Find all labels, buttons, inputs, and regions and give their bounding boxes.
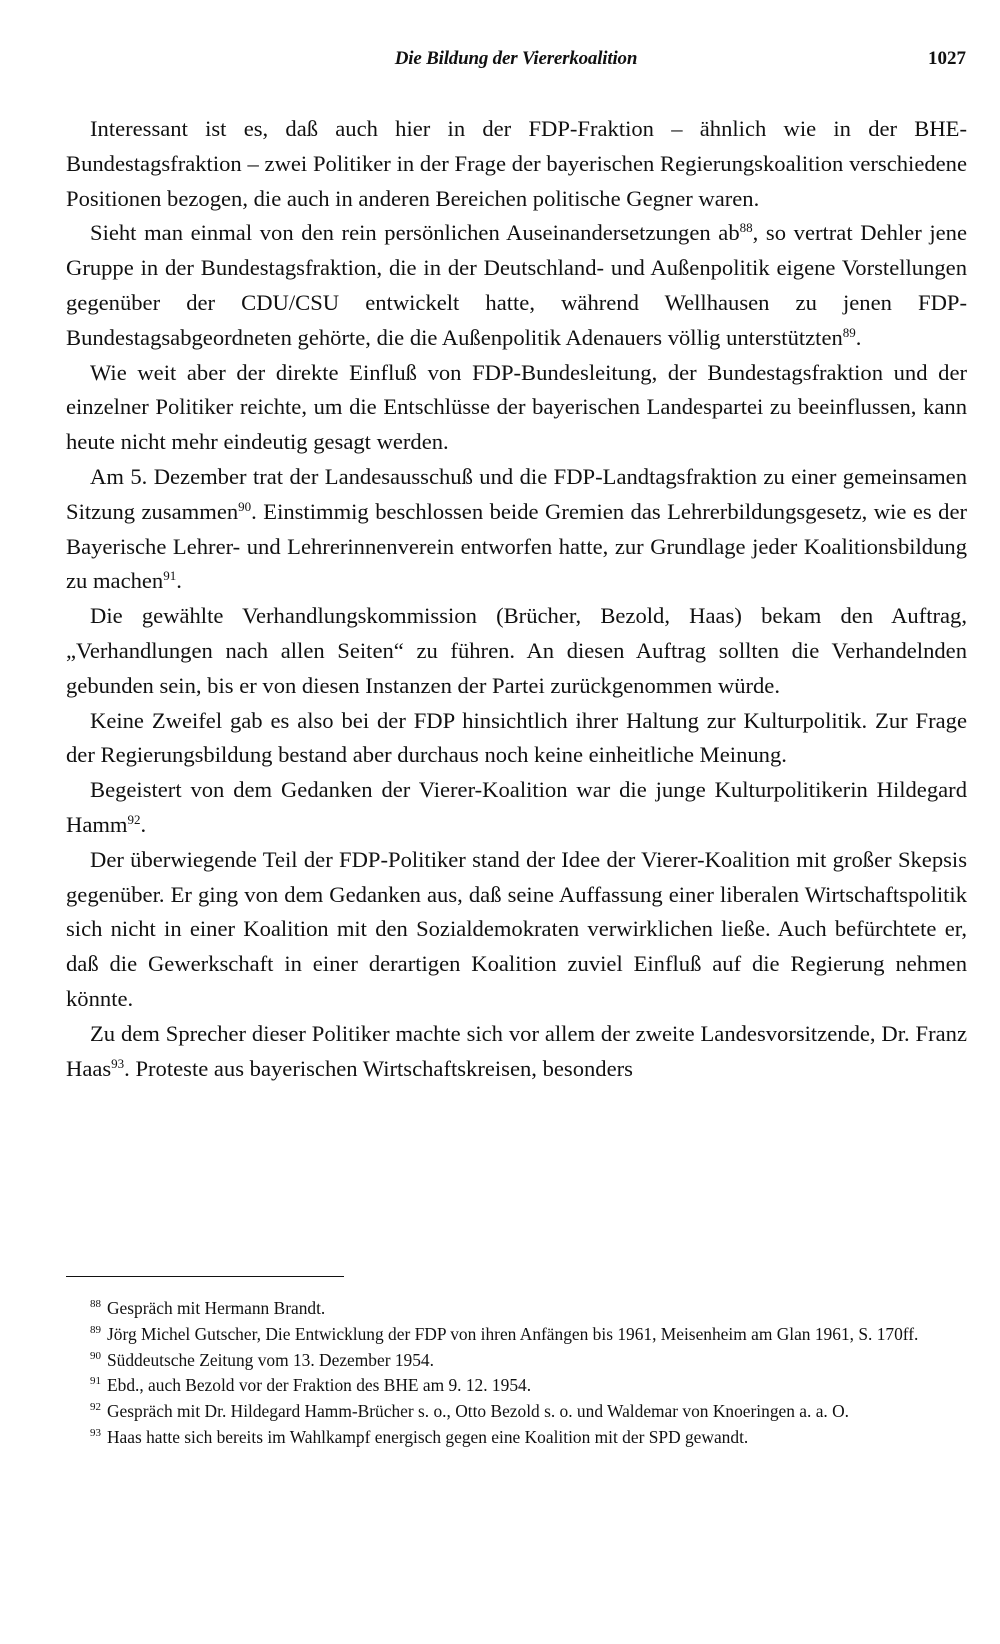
page-number: 1027 xyxy=(928,48,966,69)
running-title: Die Bildung der Viererkoalition xyxy=(394,48,638,69)
footnote-reference[interactable]: 89 xyxy=(842,324,856,340)
footnote xyxy=(66,1296,967,1322)
footnote-number: 89 xyxy=(90,1323,101,1336)
paragraph: Die gewählte Verhandlungskommission (Brücher, Bezold, Haas) bekam den Auftrag, „Verhandlungen nach allen Seiten“ zu führen. An diesen Auftrag sollten die Verhandelnden gebunden sein, bis er von diesen Instanzen der Partei zurückgenommen würde. xyxy=(66,603,967,698)
footnote-number: 88 xyxy=(90,1298,101,1310)
footnote xyxy=(66,1348,967,1374)
body-text xyxy=(66,112,967,1086)
footnote-reference[interactable]: 88 xyxy=(739,220,753,236)
paragraph: Begeistert von dem Gedanken der Vierer-Koalition war die junge Kulturpolitikerin Hildegard Hamm$^{92}$. xyxy=(66,777,967,837)
footnote xyxy=(66,1322,967,1348)
footnotes xyxy=(66,1296,967,1451)
paragraph: Sieht man einmal von den rein persönlichen Auseinandersetzungen $ab^{88}$, so vertrat Dehler jene Gruppe in der Bundestagsfraktion, die in der Deutschland- und Außenpolitik eigene Vorstellungen gegenüber der CDU/CSU entwickelt hatte, während Wellhausen zu jenen FDP-Bundestagsabgeordneten gehörte, die die Außenpolitik Adenauers völlig unterstützten$^{89}$. xyxy=(66,220,967,350)
paragraph: Keine Zweifel gab es also bei der FDP hinsichtlich ihrer Haltung zur Kulturpolitik. Zur Frage der Regierungsbildung bestand aber durchaus noch keine einheitliche Meinung. xyxy=(66,707,967,768)
paragraph: Zu dem Sprecher dieser Politiker machte sich vor allem der zweite Landesvorsitzende, Dr. Franz Haas$^{93}$. Proteste aus bayerischen Wirtschaftskreisen, besonders xyxy=(66,1020,967,1081)
footnote-number: 92 xyxy=(90,1401,101,1414)
footnote-text: Haas hatte sich bereits im Wahlkampf energisch gegen eine Koalition mit der SPD gewandt. xyxy=(107,1426,749,1447)
footnote-text: Jörg Michel Gutscher, Die Entwicklung der FDP von ihren Anfängen bis 1961, Meisenheim am Glan 1961, S. 170ff. xyxy=(107,1323,919,1344)
footnote-text: Gespräch mit Hermann Brandt. xyxy=(107,1298,326,1318)
footnote xyxy=(66,1373,967,1399)
footnote-number: 93 xyxy=(90,1426,101,1439)
footnote-divider xyxy=(66,1276,344,1277)
footnote-reference[interactable]: 92 xyxy=(127,811,141,827)
footnote-number: 91 xyxy=(90,1375,101,1388)
paragraph: Interessant ist es, daß auch hier in der FDP-Fraktion – ähnlich wie in der BHE-Bundestagsfraktion – zwei Politiker in der Frage der bayerischen Regierungskoalition verschiedene Positionen bezogen, die auch in anderen Bereichen politische Gegner waren. xyxy=(66,116,967,211)
footnote xyxy=(66,1399,967,1425)
footnote-reference[interactable]: 93 xyxy=(111,1055,125,1071)
footnote xyxy=(66,1425,967,1451)
footnote-text: Gespräch mit Dr. Hildegard Hamm-Brücher s. o., Otto Bezold s. o. und Waldemar von Knoeringen a. a. O. xyxy=(107,1401,850,1422)
paragraph: Wie weit aber der direkte Einfluß von FDP-Bundesleitung, der Bundestagsfraktion und der einzelner Politiker reichte, um die Entschlüsse der bayerischen Landespartei zu beeinflussen, kann heute nicht mehr eindeutig gesagt werden. xyxy=(66,359,967,455)
footnote-reference[interactable]: 91 xyxy=(163,568,177,584)
footnote-reference[interactable]: 90 xyxy=(238,498,252,514)
footnote-text: Süddeutsche Zeitung vom 13. Dezember 1954. xyxy=(107,1349,434,1370)
paragraph: Der überwiegende Teil der FDP-Politiker stand der Idee der Vierer-Koalition mit großer Skepsis gegenüber. Er ging von dem Gedanken aus, daß seine Auffassung einer liberalen Wirtschaftspolitik sich nicht in einer Koalition mit den Sozialdemokraten verwirklichen ließe. Auch befürchtete er, daß die Gewerkschaft in einer derartigen Koalition zuviel Einfluß auf die Regierung nehmen könnte. xyxy=(66,846,967,1011)
running-head xyxy=(66,48,966,78)
footnote-number: 90 xyxy=(90,1349,101,1362)
footnote-text: Ebd., auch Bezold vor der Fraktion des BHE am 9. 12. 1954. xyxy=(107,1375,532,1396)
paragraph: Am 5. Dezember trat der Landesausschuß und die FDP-Landtagsfraktion zu einer gemeinsamen Sitzung zusammen$^{90}$. Einstimmig beschlossen beide Gremien das Lehrerbildungsgesetz, wie es der Bayerische Lehrer- und Lehrerinnenverein entworfen hatte, zur Grundlage jeder Koalitionsbildung zu machen$^{91}$. xyxy=(66,463,967,594)
